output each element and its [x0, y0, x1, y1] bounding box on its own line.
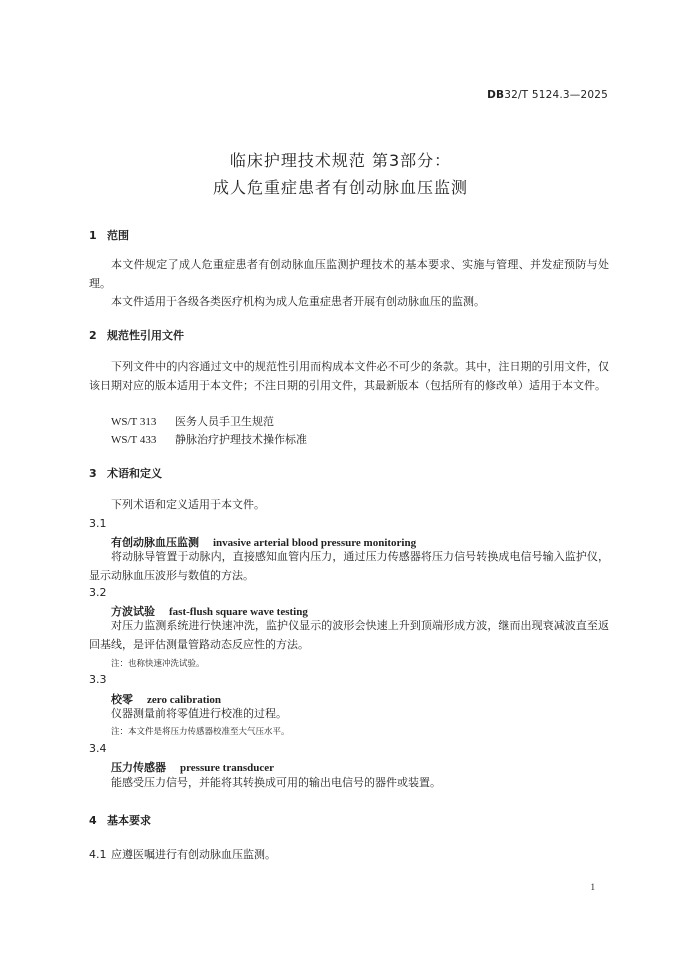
term-definition: 将动脉导管置于动脉内，直接感知血管内压力，通过压力传感器将压力信号转换成电信号输入监护仪，显示动脉血压波形与数值的方法。 — [89, 551, 609, 582]
section-4-heading — [89, 812, 151, 828]
section-1-para-2: 本文件适用于各级各类医疗机构为成人危重症患者开展有创动脉血压的监测。 — [111, 296, 485, 308]
clause-4-1 — [89, 846, 276, 862]
section-1-para-1: 本文件规定了成人危重症患者有创动脉血压监测护理技术的基本要求、实施与管理、并发症预防与处理。 — [89, 259, 609, 290]
reference-code: WS/T 313 — [111, 416, 157, 428]
term-en: invasive arterial blood pressure monitoring — [213, 537, 417, 549]
term-number: 3.3 — [89, 673, 107, 686]
section-3-intro: 下列术语和定义适用于本文件。 — [111, 499, 265, 511]
term-zh: 压力传感器 — [111, 761, 166, 774]
section-number: 4 — [89, 814, 97, 827]
section-title: 规范性引用文件 — [107, 329, 184, 342]
reference-code: WS/T 433 — [111, 434, 157, 446]
section-3-heading — [89, 465, 162, 481]
title-line-1: 临床护理技术规范 第3部分： — [229, 151, 452, 170]
title-line-2: 成人危重症患者有创动脉血压监测 — [212, 178, 468, 197]
term-heading — [111, 759, 274, 775]
term-en: pressure transducer — [180, 762, 275, 774]
section-title: 术语和定义 — [107, 467, 162, 480]
term-number: 3.4 — [89, 742, 107, 755]
reference-title: 静脉治疗护理技术操作标准 — [175, 434, 307, 446]
term-definition: 对压力监测系统进行快速冲洗，监护仪显示的波形会快速上升到顶端形成方波，继而出现衰减波直至返回基线，是评估测量管路动态反应性的方法。 — [89, 620, 609, 651]
clause-text: 应遵医嘱进行有创动脉血压监测。 — [111, 849, 276, 861]
term-note: 注：本文件是将压力传感器校准至大气压水平。 — [111, 727, 290, 737]
clause-number: 4.1 — [89, 848, 107, 861]
section-number: 2 — [89, 329, 97, 342]
document-code: 32/T 5124.3—2025 — [504, 89, 608, 101]
term-number: 3.2 — [89, 586, 107, 599]
section-number: 3 — [89, 467, 97, 480]
term-zh: 方波试验 — [111, 605, 155, 618]
section-1-heading — [89, 227, 129, 243]
page-number: 1 — [590, 882, 595, 892]
section-title: 范围 — [107, 229, 129, 242]
term-definition: 仪器测量前将零值进行校准的过程。 — [111, 708, 287, 720]
term-zh: 校零 — [111, 693, 133, 706]
term-en: fast-flush square wave testing — [169, 606, 308, 618]
document-prefix: DB — [487, 89, 505, 101]
term-definition: 能感受压力信号，并能将其转换成可用的输出电信号的器件或装置。 — [111, 777, 441, 789]
term-note: 注：也称快速冲洗试验。 — [111, 659, 205, 669]
reference-title: 医务人员手卫生规范 — [175, 416, 274, 428]
reference-item — [111, 431, 307, 447]
document-number — [487, 89, 608, 101]
term-number: 3.1 — [89, 517, 107, 530]
term-en: zero calibration — [147, 694, 222, 706]
section-2-heading — [89, 327, 184, 343]
section-title: 基本要求 — [107, 814, 151, 827]
section-number: 1 — [89, 229, 97, 242]
section-2-para-1: 下列文件中的内容通过文中的规范性引用而构成本文件必不可少的条款。其中，注日期的引用文件，仅该日期对应的版本适用于本文件；不注日期的引用文件，其最新版本（包括所有的修改单）适用于本文件。 — [89, 361, 609, 392]
term-zh: 有创动脉血压监测 — [111, 536, 199, 549]
reference-item — [111, 413, 274, 429]
